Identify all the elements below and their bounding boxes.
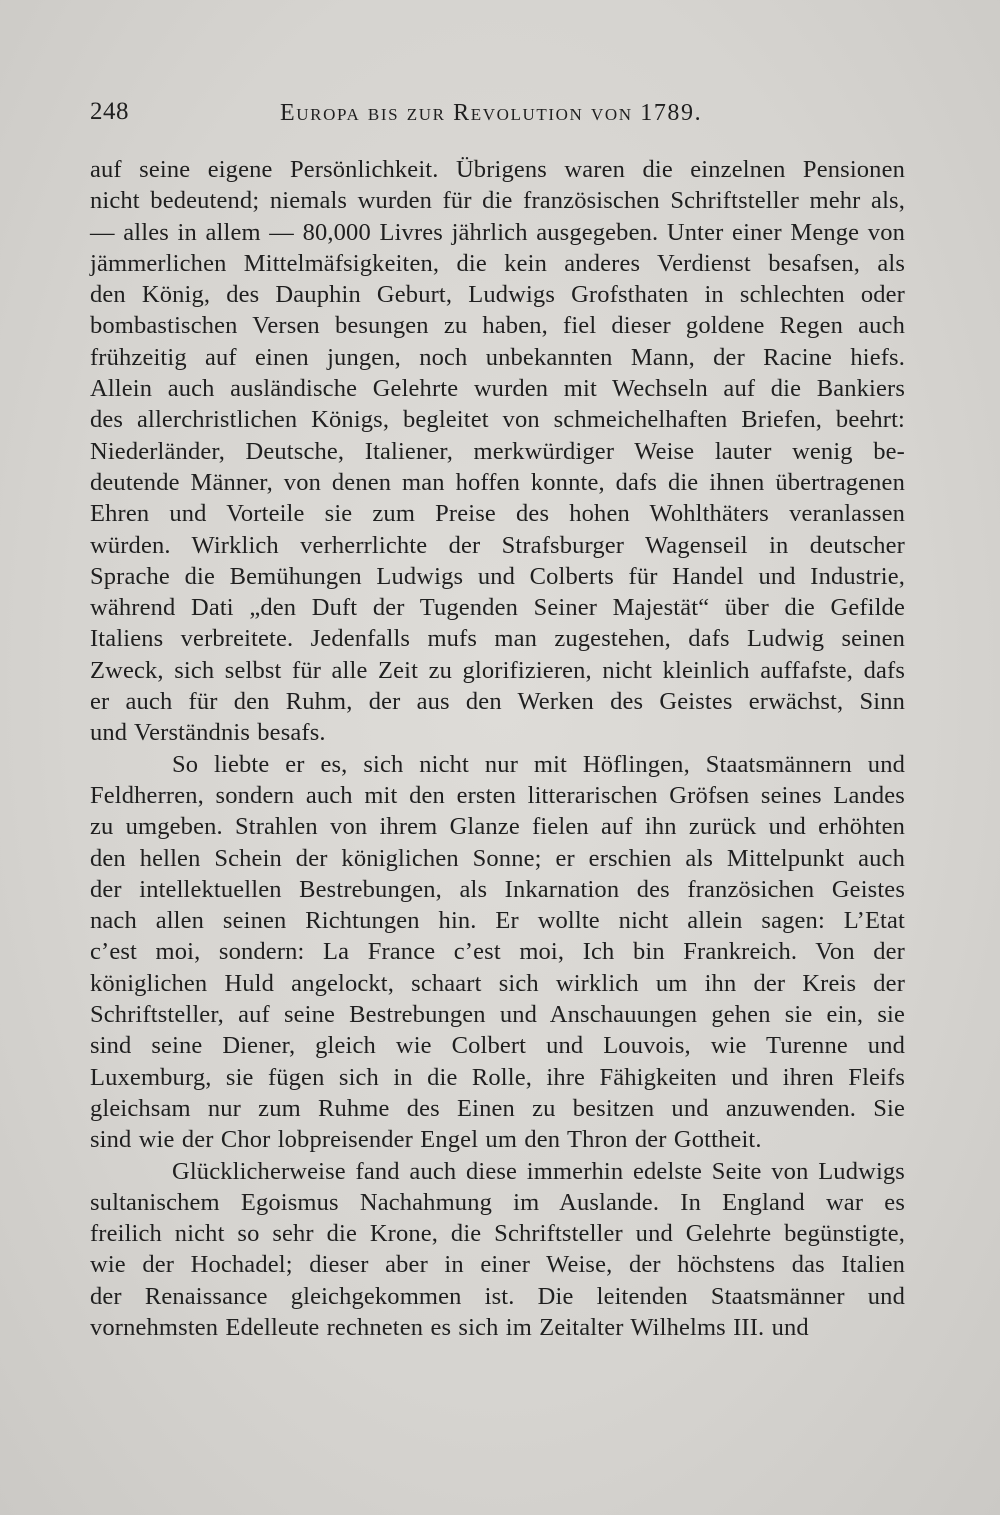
- text-line: nach allen seinen Richtungen hin. Er wollte nicht allein sagen: L’Etat: [90, 907, 905, 935]
- page-number: 248: [90, 98, 129, 125]
- text-line: zu umgeben. Strahlen von ihrem Glanze fielen auf ihn zurück und erhöhten: [90, 813, 905, 841]
- text-line: Sprache die Bemühungen Ludwigs und Colberts für Handel und Industrie,: [90, 562, 905, 590]
- text-line: jämmerlichen Mittelmäfsigkeiten, die kein anderes Verdienst besafsen, als: [90, 249, 905, 277]
- text-line: auf seine eigene Persönlichkeit. Übrigens waren die einzelnen Pensionen: [90, 156, 905, 183]
- text-line: er auch für den Ruhm, der aus den Werken des Geistes erwächst, Sinn: [90, 688, 905, 716]
- text-line: sind seine Diener, gleich wie Colbert und Louvois, wie Turenne und: [90, 1032, 905, 1060]
- text-line: — alles in allem — 80,000 Livres jährlich ausgegeben. Unter einer Menge von: [90, 218, 905, 246]
- text-line: Niederländer, Deutsche, Italiener, merkwürdiger Weise lauter wenig be-: [90, 437, 905, 465]
- text-line: Allein auch ausländische Gelehrte wurden mit Wechseln auf die Bankiers: [90, 375, 905, 403]
- text-line: bombastischen Versen besungen zu haben, fiel dieser goldene Regen auch: [90, 312, 905, 340]
- text-line: den König, des Dauphin Geburt, Ludwigs Grofsthaten in schlechten oder: [90, 281, 905, 309]
- text-line: den hellen Schein der königlichen Sonne; er erschien als Mittelpunkt auch: [90, 844, 905, 872]
- text-line: der intellektuellen Bestrebungen, als Inkarnation des französichen Geistes: [90, 875, 905, 903]
- text-line: deutende Männer, von denen man hoffen konnte, dafs die ihnen übertragenen: [90, 468, 905, 496]
- body-text: [90, 154, 905, 1343]
- text-line: freilich nicht so sehr die Krone, die Schriftsteller und Gelehrte begünstigte,: [90, 1220, 905, 1248]
- text-line: wie der Hochadel; dieser aber in einer Weise, der höchstens das Italien: [90, 1251, 905, 1279]
- text-line: Zweck, sich selbst für alle Zeit zu glorifizieren, nicht kleinlich auffafste, dafs: [90, 656, 905, 684]
- text-line: Glücklicherweise fand auch diese immerhin edelste Seite von Ludwigs: [172, 1157, 905, 1185]
- text-line: Feldherren, sondern auch mit den ersten litterarischen Gröfsen seines Landes: [90, 781, 905, 809]
- paragraph: [90, 154, 905, 749]
- text-line: während Dati „den Duft der Tugenden Seiner Majestät“ über die Gefilde: [90, 594, 905, 622]
- text-line: Ehren und Vorteile sie zum Preise des hohen Wohlthäters veranlassen: [90, 500, 905, 528]
- text-line: der Renaissance gleichgekommen ist. Die leitenden Staatsmänner und: [90, 1282, 905, 1310]
- text-line: nicht bedeutend; niemals wurden für die französischen Schriftsteller mehr als,: [90, 187, 905, 215]
- text-line: gleichsam nur zum Ruhme des Einen zu besitzen und anzuwenden. Sie: [90, 1094, 905, 1122]
- text-line: königlichen Huld angelockt, schaart sich wirklich um ihn der Kreis der: [90, 969, 905, 997]
- text-line: frühzeitig auf einen jungen, noch unbekannten Mann, der Racine hiefs.: [90, 343, 905, 371]
- text-line: Italiens verbreitete. Jedenfalls mufs man zugestehen, dafs Ludwig seinen: [90, 625, 905, 653]
- text-line: sind wie der Chor lobpreisender Engel um den Thron der Gottheit.: [90, 1126, 762, 1154]
- text-line: sultanischem Egoismus Nachahmung im Auslande. In England war es: [90, 1188, 905, 1216]
- paragraph: [90, 1156, 905, 1344]
- text-line: würden. Wirklich verherrlichte der Strafsburger Wagenseil in deutscher: [90, 531, 905, 559]
- text-line: Luxemburg, sie fügen sich in die Rolle, ihre Fähigkeiten und ihren Fleifs: [90, 1063, 905, 1091]
- text-line: vornehmsten Edelleute rechneten es sich im Zeitalter Wilhelms III. und: [90, 1313, 809, 1341]
- paragraph: [90, 749, 905, 1156]
- text-line: Schriftsteller, auf seine Bestrebungen und Anschauungen gehen sie ein, sie: [90, 1001, 905, 1029]
- running-title: Europa bis zur Revolution von 1789.: [280, 100, 703, 126]
- text-line: So liebte er es, sich nicht nur mit Höflingen, Staatsmännern und: [172, 750, 905, 778]
- running-head: [90, 98, 910, 134]
- text-line: c’est moi, sondern: La France c’est moi, Ich bin Frankreich. Von der: [90, 938, 905, 966]
- text-line: des allerchristlichen Königs, begleitet von schmeichelhaften Briefen, beehrt:: [90, 406, 905, 434]
- text-line: und Verständnis besafs.: [90, 719, 326, 747]
